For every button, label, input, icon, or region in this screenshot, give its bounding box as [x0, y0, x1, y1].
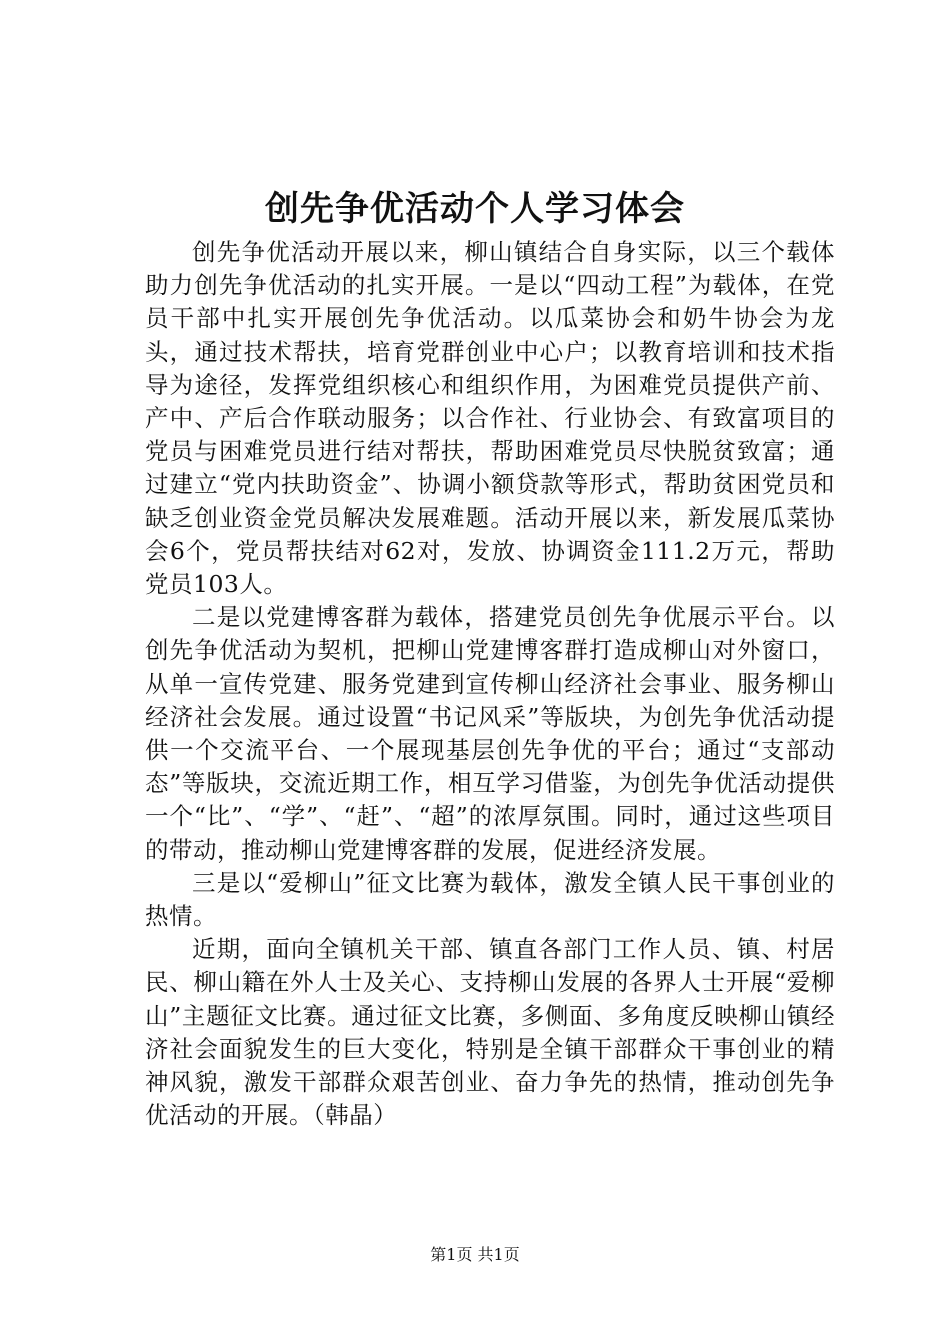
- page-footer: 第1页 共1页: [430, 1245, 520, 1264]
- document-body: [145, 236, 835, 1132]
- paragraph-2: 二是以党建博客群为载体，搭建党员创先争优展示平台。以创先争优活动为契机，把柳山党建博客群打造成柳山对外窗口，从单一宣传党建、服务党建到宣传柳山经济社会事业、服务柳山经济社会发展。通过设置“书记风采”等版块，为创先争优活动提供一个交流平台、一个展现基层创先争优的平台；通过“支部动态”等版块，交流近期工作，相互学习借鉴，为创先争优活动提供一个“比”、“学”、“赶”、“超”的浓厚氛围。同时，通过这些项目的带动，推动柳山党建博客群的发展，促进经济发展。: [145, 603, 835, 864]
- paragraph-1: 创先争优活动开展以来，柳山镇结合自身实际，以三个载体助力创先争优活动的扎实开展。一是以“四动工程”为载体，在党员干部中扎实开展创先争优活动。以瓜菜协会和奶牛协会为龙头，通过技术帮扶，培育党群创业中心户；以教育培训和技术指导为途径，发挥党组织核心和组织作用，为困难党员提供产前、产中、产后合作联动服务；以合作社、行业协会、有致富项目的党员与困难党员进行结对帮扶，帮助困难党员尽快脱贫致富；通过建立“党内扶助资金”、协调小额贷款等形式，帮助贫困党员和缺乏创业资金党员解决发展难题。活动开展以来，新发展瓜菜协会6个，党员帮扶结对62对，发放、协调资金111.2万元，帮助党员103人。: [145, 238, 835, 599]
- paragraph-4: 近期，面向全镇机关干部、镇直各部门工作人员、镇、村居民、柳山籍在外人士及关心、支持柳山发展的各界人士开展“爱柳山”主题征文比赛。通过征文比赛，多侧面、多角度反映柳山镇经济社会面貌发生的巨大变化，特别是全镇干部群众干事创业的精神风貌，激发干部群众艰苦创业、奋力争先的热情，推动创先争优活动的开展。（韩晶）: [145, 935, 835, 1130]
- document-title: 创先争优活动个人学习体会: [265, 189, 685, 229]
- paragraph-3: 三是以“爱柳山”征文比赛为载体，激发全镇人民干事创业的热情。: [145, 868, 835, 931]
